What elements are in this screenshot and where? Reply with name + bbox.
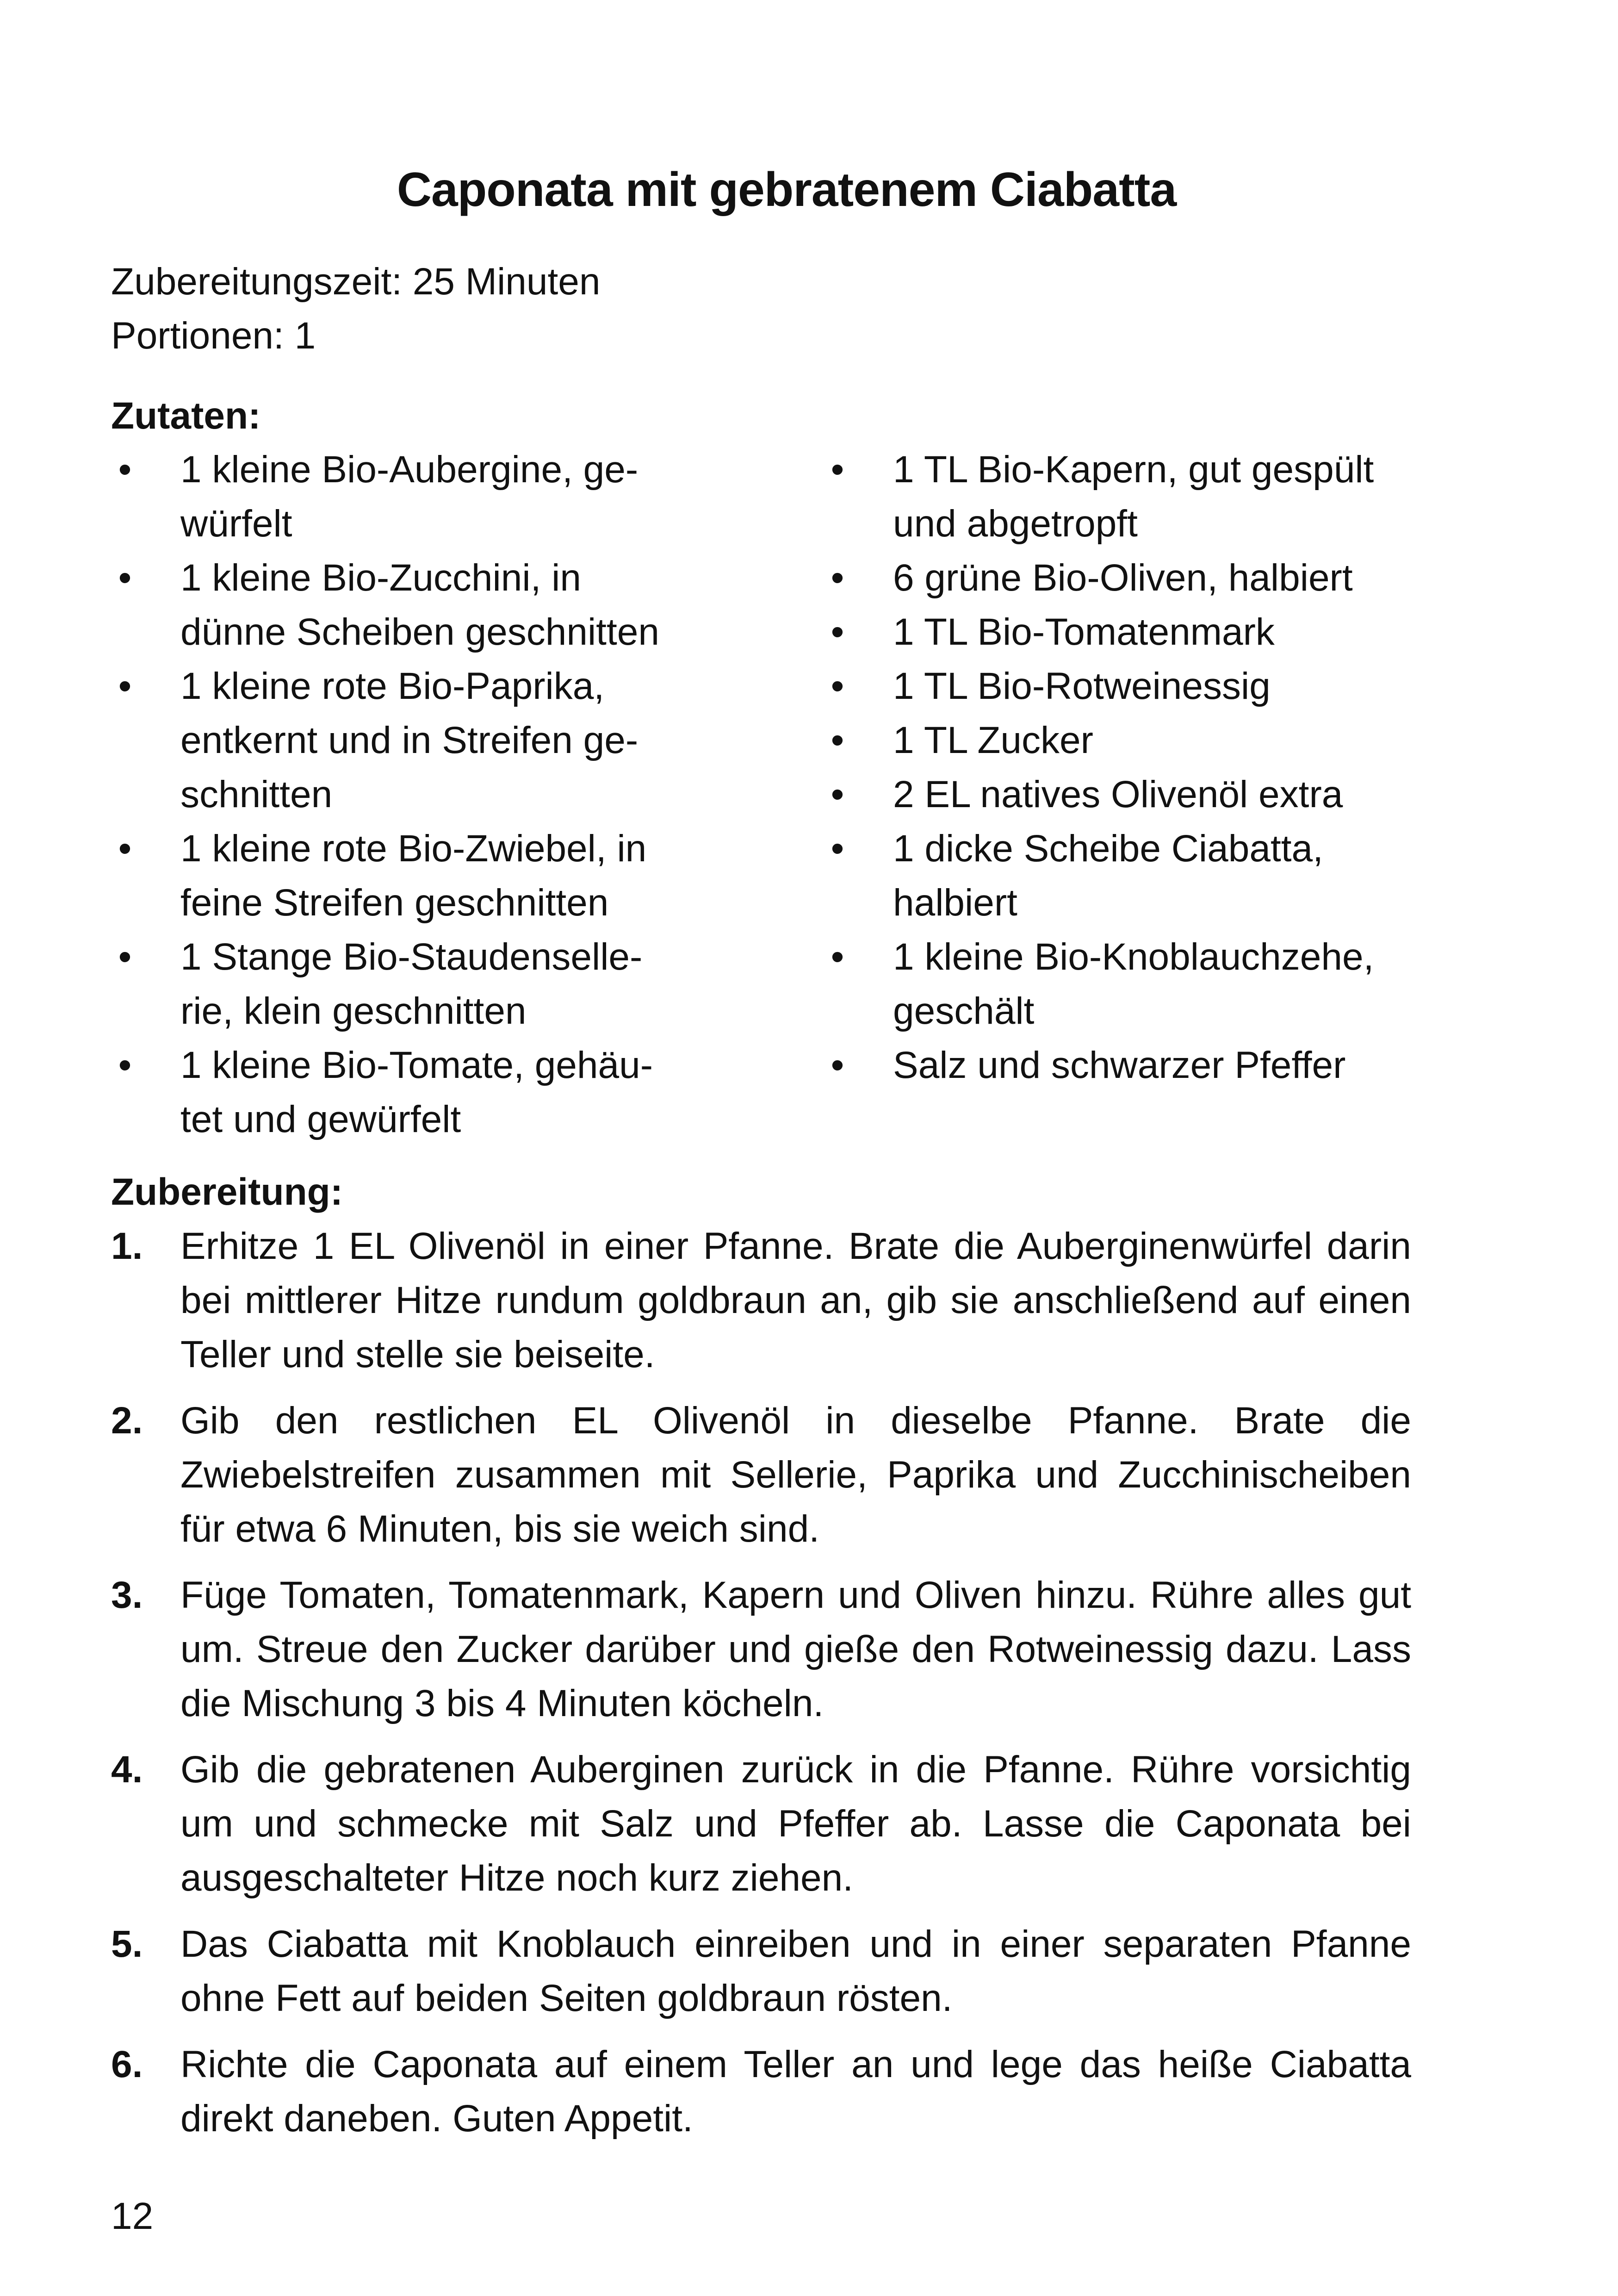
ingredient-text: geschält: [893, 990, 1035, 1032]
ingredient-item: [111, 659, 750, 821]
bullet-icon: •: [118, 557, 132, 599]
ingredient-item: [824, 930, 1448, 1038]
ingredient-text: 1 kleine rote Bio-Paprika,: [180, 665, 605, 707]
ingredient-text: 1 TL Bio-Kapern, gut gespült: [893, 448, 1374, 491]
ingredient-item: [824, 605, 1448, 659]
bullet-icon: •: [831, 557, 844, 599]
preparation-step: [111, 1742, 1411, 1905]
ingredient-text: 1 Stange Bio-Staudenselle-: [180, 936, 643, 978]
ingredients-list-left: [111, 442, 750, 1146]
preparation-step: [111, 1219, 1411, 1381]
bullet-icon: •: [118, 665, 132, 707]
ingredient-text: 1 kleine Bio-Knoblauchzehe,: [893, 936, 1374, 978]
ingredient-item: [824, 767, 1448, 821]
ingredient-text: 1 TL Zucker: [893, 719, 1093, 761]
page-number: 12: [111, 2195, 154, 2237]
ingredient-item: [824, 821, 1448, 930]
ingredient-text: und abgetropft: [893, 503, 1138, 545]
bullet-icon: •: [118, 1044, 132, 1086]
ingredient-text: dünne Scheiben geschnitten: [180, 611, 659, 653]
recipe-meta: [111, 255, 601, 363]
step-number: 4.: [111, 1748, 143, 1791]
step-text: Füge Tomaten, Tomatenmark, Kapern und Oliven hinzu. Rühre alles gut um. Streue den Zucker darüber und gieße den Rotweinessig dazu. Lass die Mischung 3 bis 4 Minuten köcheln.: [180, 1574, 1411, 1724]
ingredients-list-right: [824, 442, 1448, 1092]
preparation-step: [111, 2037, 1411, 2146]
ingredient-text: entkernt und in Streifen ge-: [180, 719, 639, 761]
step-text: Das Ciabatta mit Knoblauch einreiben und in einer separaten Pfanne ohne Fett auf beiden Seiten goldbraun rösten.: [180, 1923, 1411, 2019]
ingredient-text: Salz und schwarzer Pfeffer: [893, 1044, 1346, 1086]
ingredient-item: [824, 442, 1448, 551]
page-title: Caponata mit gebratenem Ciabatta: [397, 163, 1177, 217]
bullet-icon: •: [831, 936, 844, 978]
ingredient-item: [111, 1038, 750, 1146]
ingredient-item: [824, 713, 1448, 767]
ingredient-item: [111, 930, 750, 1038]
bullet-icon: •: [831, 719, 844, 761]
ingredient-text: halbiert: [893, 882, 1017, 924]
step-text: Richte die Caponata auf einem Teller an und lege das heiße Ciabatta direkt daneben. Guten Appetit.: [180, 2043, 1411, 2140]
ingredient-text: 1 kleine Bio-Zucchini, in: [180, 557, 581, 599]
step-number: 3.: [111, 1574, 143, 1616]
ingredient-item: [111, 821, 750, 930]
ingredient-item: [824, 659, 1448, 713]
ingredient-text: feine Streifen geschnitten: [180, 882, 609, 924]
step-text: Gib den restlichen EL Olivenöl in dieselbe Pfanne. Brate die Zwiebelstreifen zusammen mit Sellerie, Paprika und Zucchinischeiben für etwa 6 Minuten, bis sie weich sind.: [180, 1400, 1411, 1550]
ingredients-heading: Zutaten:: [111, 395, 261, 437]
step-number: 2.: [111, 1400, 143, 1442]
step-text: Gib die gebratenen Auberginen zurück in die Pfanne. Rühre vorsichtig um und schmecke mit Salz und Pfeffer ab. Lasse die Caponata bei ausgeschalteter Hitze noch kurz ziehen.: [180, 1748, 1411, 1899]
ingredient-text: 1 TL Bio-Rotweinessig: [893, 665, 1271, 707]
bullet-icon: •: [831, 773, 844, 815]
ingredient-text: rie, klein geschnitten: [180, 990, 527, 1032]
preparation-step: [111, 1917, 1411, 2025]
bullet-icon: •: [831, 611, 844, 653]
step-number: 1.: [111, 1225, 143, 1267]
ingredient-text: 6 grüne Bio-Oliven, halbiert: [893, 557, 1353, 599]
step-number: 5.: [111, 1923, 143, 1965]
preparation-steps: [111, 1219, 1411, 2158]
bullet-icon: •: [831, 1044, 844, 1086]
ingredient-text: 1 kleine Bio-Aubergine, ge-: [180, 448, 639, 491]
prep-time: Zubereitungszeit: 25 Minuten: [111, 261, 601, 303]
bullet-icon: •: [831, 448, 844, 491]
bullet-icon: •: [118, 828, 132, 870]
ingredient-text: 1 kleine Bio-Tomate, gehäu-: [180, 1044, 653, 1086]
ingredient-item: [824, 551, 1448, 605]
preparation-step: [111, 1394, 1411, 1556]
step-text: Erhitze 1 EL Olivenöl in einer Pfanne. Brate die Auberginenwürfel darin bei mittlerer Hitze rundum goldbraun an, gib sie anschließend auf einen Teller und stelle sie beiseite.: [180, 1225, 1411, 1375]
bullet-icon: •: [831, 665, 844, 707]
ingredient-text: 2 EL natives Olivenöl extra: [893, 773, 1343, 815]
ingredient-item: [824, 1038, 1448, 1092]
preparation-heading: Zubereitung:: [111, 1171, 343, 1213]
preparation-step: [111, 1568, 1411, 1730]
ingredient-text: 1 TL Bio-Tomatenmark: [893, 611, 1275, 653]
bullet-icon: •: [831, 828, 844, 870]
ingredient-item: [111, 442, 750, 551]
ingredient-text: schnitten: [180, 773, 333, 815]
bullet-icon: •: [118, 936, 132, 978]
bullet-icon: •: [118, 448, 132, 491]
ingredient-text: 1 dicke Scheibe Ciabatta,: [893, 828, 1323, 870]
ingredient-item: [111, 551, 750, 659]
step-number: 6.: [111, 2043, 143, 2085]
ingredient-text: tet und gewürfelt: [180, 1098, 461, 1140]
servings: Portionen: 1: [111, 315, 316, 357]
ingredient-text: 1 kleine rote Bio-Zwiebel, in: [180, 828, 647, 870]
ingredient-text: würfelt: [180, 503, 292, 545]
